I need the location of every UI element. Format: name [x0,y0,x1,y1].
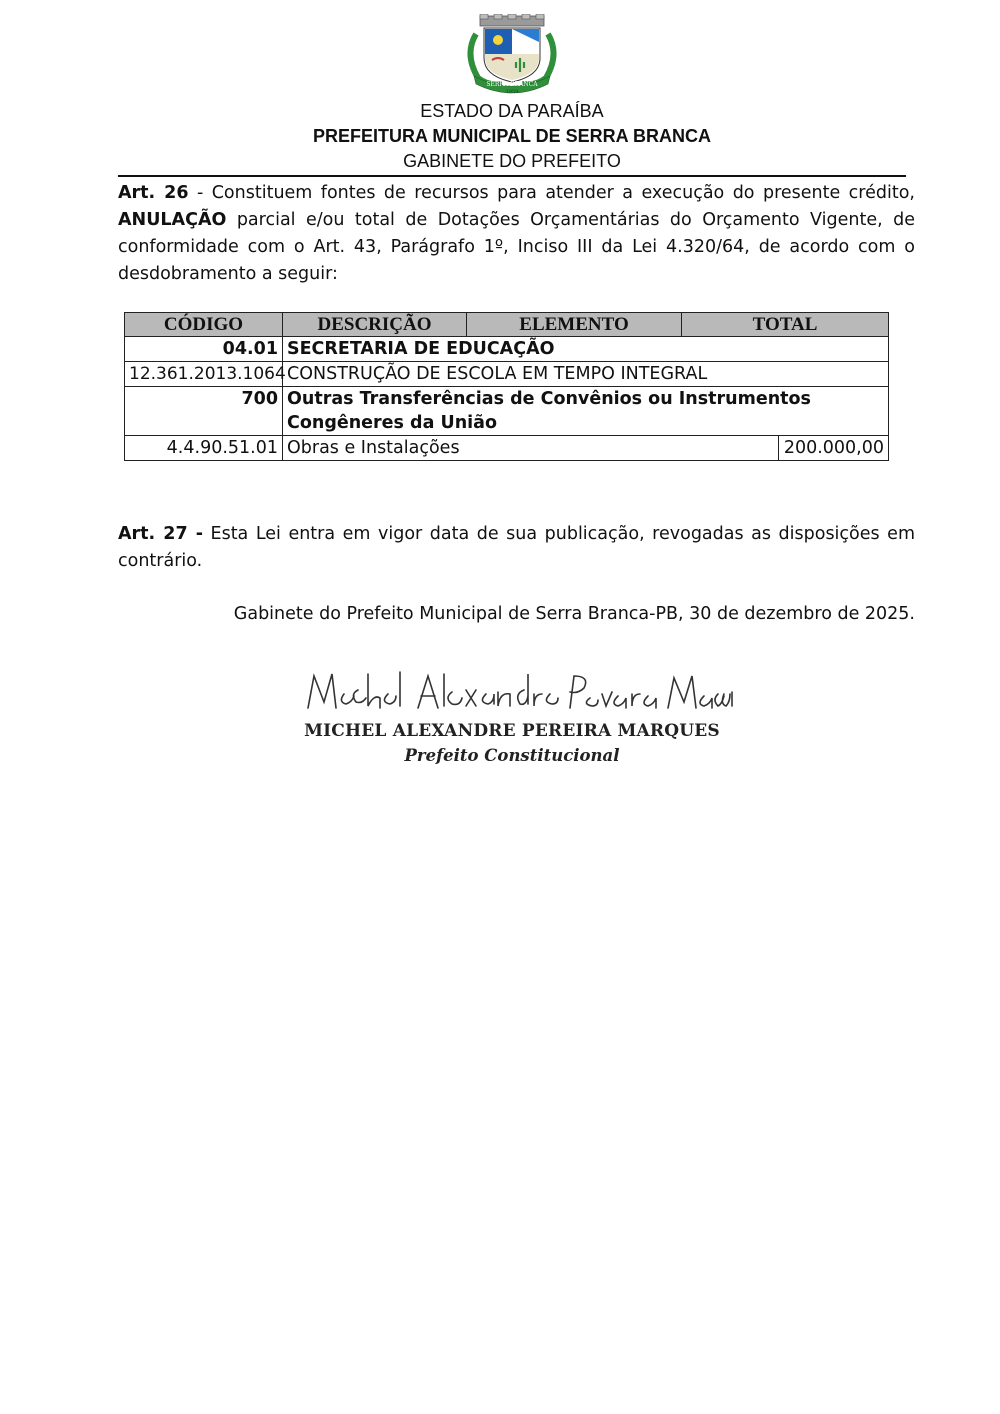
budget-table [124,312,889,461]
table-row [125,436,889,461]
header-total: TOTAL [682,313,889,337]
signer-name: MICHEL ALEXANDRE PEREIRA MARQUES [304,721,720,741]
article-26 [118,180,915,288]
handwritten-signature [300,668,740,720]
header-elemento: ELEMENTO [467,313,682,337]
article-27-text: Esta Lei entra em vigor data de sua publicação, revogadas as disposições em contrário. [118,524,915,571]
signer-role: Prefeito Constitucional [404,746,620,765]
header-codigo: CÓDIGO [125,313,283,337]
row-code: 700 [125,387,283,436]
header-divider [118,175,906,177]
header-descricao: DESCRIÇÃO [283,313,467,337]
municipal-crest-icon [462,14,562,94]
row-code: 12.361.2013.1064 [125,362,283,387]
header-office: GABINETE DO PREFEITO [403,151,621,171]
table-row [125,387,889,436]
table-header-row [125,313,889,337]
header-prefecture: PREFEITURA MUNICIPAL DE SERRA BRANCA [312,126,711,146]
article-26-emphasis: ANULAÇÃO [118,210,227,230]
row-description: Outras Transferências de Convênios ou Instrumentos Congêneres da União [283,387,889,436]
table-row [125,362,889,387]
article-27-label: Art. 27 - [118,524,203,544]
article-26-label: Art. 26 [118,183,189,203]
row-description: SECRETARIA DE EDUCAÇÃO [283,337,889,362]
header-state: ESTADO DA PARAÍBA [420,101,604,121]
row-total: 200.000,00 [779,436,889,461]
table-row [125,337,889,362]
row-description: Obras e Instalações [283,436,779,461]
place-and-date: Gabinete do Prefeito Municipal de Serra Branca-PB, 30 de dezembro de 2025. [233,604,915,624]
article-26-text-2: parcial e/ou total de Dotações Orçamentárias do Orçamento Vigente, de conformidade com o Art. 43, Parágrafo 1º, Inciso III da Lei 4.320/64, de acordo com o desdobramento a seguir: [118,210,915,284]
row-description: CONSTRUÇÃO DE ESCOLA EM TEMPO INTEGRAL [283,362,889,387]
article-27 [118,521,915,575]
crest-year: 1959 [505,89,519,94]
crest-ribbon-text: SERRA BRANCA [486,81,538,88]
row-code: 04.01 [125,337,283,362]
article-26-text-1: - Constituem fontes de recursos para atender a execução do presente crédito, [188,183,915,203]
row-code: 4.4.90.51.01 [125,436,283,461]
